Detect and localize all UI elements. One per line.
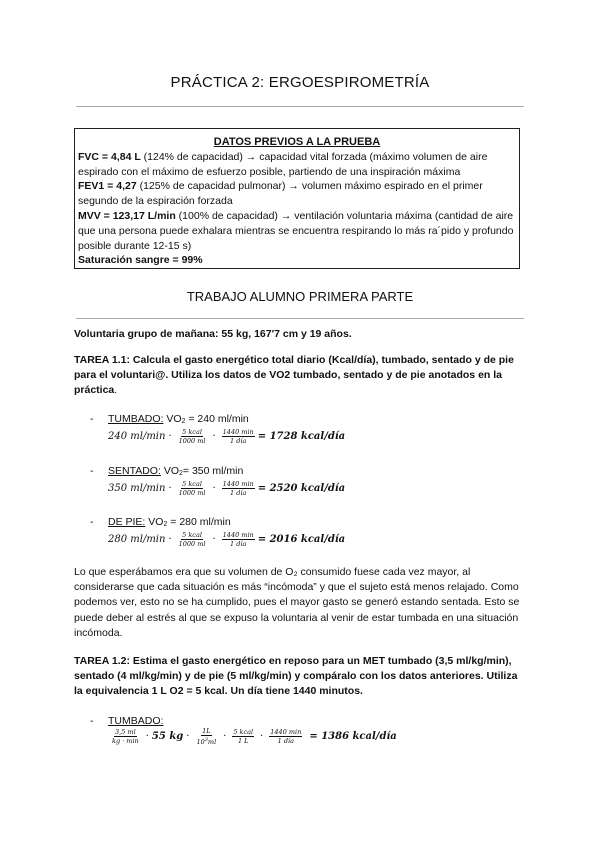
- conclusion-paragraph: Lo que esperábamos era que su volumen de O₂ consumido fuese cada vez mayor, al considerarse que cada situación es más “incómoda” y que el sujeto está menos relajado. Como podemos ver, esto no se ha cumplido, pues el mayor gasto se generó estando sentada. Esto se puede deber al estrés al que se expuso la voluntaria al venir de estar tumbada en una situación incómoda.: [74, 566, 520, 639]
- list-dash: -: [90, 465, 94, 477]
- dot-operator: ·: [260, 731, 264, 742]
- vo2-prefix: VO: [163, 413, 182, 425]
- fvc-label: FVC = 4,84 L: [78, 150, 141, 163]
- vo2-prefix: VO: [160, 465, 179, 477]
- mvv-line: [78, 209, 516, 253]
- fraction-min-per-day: [222, 480, 255, 497]
- dot-operator: ·: [223, 731, 227, 742]
- vo2-subscript: 2: [179, 470, 183, 477]
- fraction-min-per-day: [222, 531, 255, 548]
- dot-operator: ·: [168, 534, 172, 545]
- fraction-numerator: 1L: [202, 727, 211, 735]
- formula-result: = 1386 kcal/día: [309, 731, 397, 742]
- fraction-min-per-day: [269, 728, 302, 745]
- previous-data-box: [74, 128, 520, 269]
- fvc-line: [78, 150, 516, 180]
- mass-value: 55 kg: [151, 731, 184, 742]
- task-1-1-period: .: [114, 384, 118, 397]
- formula-lhs: 280 ml/min: [108, 534, 166, 545]
- item-heading: [108, 413, 249, 425]
- item-label: TUMBADO:: [108, 413, 164, 425]
- item-label: DE PIE:: [108, 516, 146, 528]
- page-title: PRÁCTICA 2: ERGOESPIROMETRÍA: [170, 74, 430, 91]
- fraction-denominator: kg · min: [112, 737, 139, 745]
- item-heading: [108, 516, 231, 528]
- dot-operator: ·: [168, 431, 172, 442]
- vo2-value: = 350 ml/min: [182, 465, 244, 477]
- saturation-line: [78, 253, 516, 268]
- formula: [108, 480, 345, 497]
- mid-divider: [76, 318, 524, 319]
- fraction-numerator: 1440 min: [222, 428, 254, 436]
- dot-operator: ·: [145, 731, 149, 742]
- fraction-denominator: 1000 ml: [178, 437, 206, 445]
- fraction-numerator: 5 kcal: [233, 728, 254, 736]
- fraction-numerator: 5 kcal: [182, 531, 202, 539]
- fraction-kcal-per-ml: [178, 531, 207, 548]
- fraction-numerator: 1440 min: [222, 531, 254, 539]
- fraction-numerator: 5 kcal: [182, 480, 202, 488]
- dot-operator: ·: [186, 731, 190, 742]
- formula-result: = 1728 kcal/día: [257, 431, 346, 442]
- fraction-min-per-day: [222, 428, 255, 445]
- fraction-denominator: 1000 ml: [178, 540, 206, 548]
- vo2-subscript: 2: [163, 521, 168, 528]
- dot-operator: ·: [212, 534, 216, 545]
- denominator-exponent: 3: [204, 737, 208, 743]
- fvc-text: (124% de capacidad) → capacidad vital forzada (máximo volumen de aire espirado con el máximo de esfuerzo posible, partiendo de una inspiración máxima: [78, 150, 488, 178]
- fraction-numerator: 3,5 ml: [115, 728, 136, 736]
- task-1-1: [74, 353, 526, 399]
- denominator-unit: ml: [207, 738, 217, 746]
- fraction-denominator: 1 día: [277, 737, 294, 745]
- item-heading: [108, 715, 163, 727]
- fraction-liter-per-ml: [195, 727, 217, 746]
- list-dash: -: [90, 715, 94, 727]
- fraction-denominator: 1 día: [230, 437, 247, 445]
- fraction-met: [111, 728, 140, 745]
- fraction-numerator: 1440 min: [270, 728, 302, 736]
- dot-operator: ·: [212, 483, 216, 494]
- formula: [108, 727, 397, 746]
- fraction-denominator: [195, 736, 217, 746]
- formula-result: = 2016 kcal/día: [257, 534, 346, 545]
- fraction-denominator: 1 día: [230, 540, 247, 548]
- denominator-base: 10: [196, 738, 205, 746]
- formula: [108, 531, 345, 548]
- formula-lhs: 240 ml/min: [108, 431, 166, 442]
- item-label: SENTADO:: [108, 465, 161, 477]
- task-1-2: TAREA 1.2: Estima el gasto energético en reposo para un MET tumbado (3,5 ml/kg/min), sentado (4 ml/kg/min) y de pie (5 ml/kg/min) y compáralo con los datos anteriores. Utiliza la equivalencia 1 L O2 = 5 kcal. Un día tiene 1440 minutos.: [74, 655, 518, 698]
- fraction-numerator: 1440 min: [222, 480, 254, 488]
- fev1-line: [78, 179, 516, 209]
- formula-lhs: 350 ml/min: [108, 483, 166, 494]
- formula-result: = 2520 kcal/día: [257, 483, 346, 494]
- dot-operator: ·: [212, 431, 216, 442]
- fraction-denominator: 1000 ml: [178, 489, 206, 497]
- fraction-kcal-per-liter: [232, 728, 254, 745]
- mvv-text: (100% de capacidad) → ventilación voluntaria máxima (cantidad de aire que una persona puede exhalara mientras se encuentra respirando lo más ra´pido y profundo posible durante 12-15 s): [78, 209, 514, 252]
- fev1-text: (125% de capacidad pulmonar) → volumen máximo espirado en el primer segundo de la espiración forzada: [78, 180, 483, 208]
- vo2-value: = 240 ml/min: [185, 413, 249, 425]
- list-dash: -: [90, 516, 94, 528]
- fraction-kcal-per-ml: [178, 480, 207, 497]
- vo2-prefix: VO: [145, 516, 164, 528]
- vo2-subscript: 2: [181, 418, 186, 425]
- saturation-label: Saturación sangre = 99%: [78, 254, 203, 267]
- fraction-numerator: 5 kcal: [182, 428, 202, 436]
- fraction-kcal-per-ml: [178, 428, 207, 445]
- list-dash: -: [90, 413, 94, 425]
- mvv-label: MVV = 123,17 L/min: [78, 209, 176, 222]
- fev1-label: FEV1 = 4,27: [78, 180, 137, 193]
- vo2-value: = 280 ml/min: [167, 516, 231, 528]
- volunteer-info: Voluntaria grupo de mañana: 55 kg, 167'7 cm y 19 años.: [74, 328, 352, 340]
- box-title: DATOS PREVIOS A LA PRUEBA: [213, 136, 381, 148]
- dot-operator: ·: [168, 483, 172, 494]
- formula: [108, 428, 345, 445]
- item-label: TUMBADO:: [108, 715, 164, 727]
- top-divider: [76, 106, 524, 107]
- section-title: TRABAJO ALUMNO PRIMERA PARTE: [186, 289, 414, 304]
- item-heading: [108, 465, 243, 477]
- task-1-1-statement: TAREA 1.1: Calcula el gasto energético total diario (Kcal/día), tumbado, sentado y de pie para el voluntari@. Utiliza los datos de VO2 tumbado, sentado y de pie anotados en la práctica: [74, 354, 514, 397]
- fraction-denominator: 1 día: [230, 489, 247, 497]
- fraction-denominator: 1 L: [237, 737, 249, 745]
